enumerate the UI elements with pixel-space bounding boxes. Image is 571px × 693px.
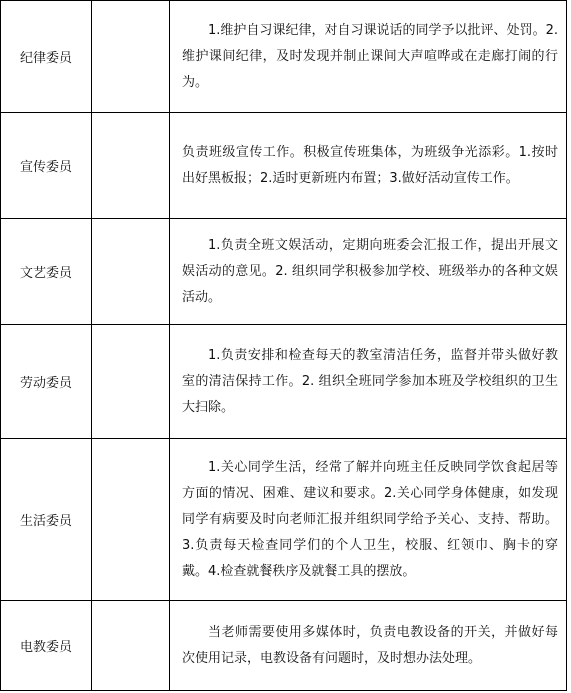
description-cell <box>170 325 567 439</box>
role-cell: 生活委员 <box>1 439 92 601</box>
description-cell <box>170 1 567 113</box>
role-cell: 纪律委员 <box>1 1 92 113</box>
description-cell <box>170 113 567 219</box>
role-cell: 宣传委员 <box>1 113 92 219</box>
empty-cell <box>92 113 170 219</box>
description-text: 1.关心同学生活，经常了解并向班主任反映同学饮食起居等方面的情况、困难、建议和要求。2.关心同学身体健康，如发现同学有病要及时向老师汇报并组织同学给予关心、支持、帮助。3.负责每天检查同学们的个人卫生，校服、红领巾、胸卡的穿戴。4.检查就餐秩序及就餐工具的摆放。 <box>182 459 558 579</box>
empty-cell <box>92 219 170 325</box>
empty-cell <box>92 325 170 439</box>
role-cell: 电教委员 <box>1 601 92 691</box>
description-cell <box>170 219 567 325</box>
description-text: 1.负责全班文娱活动，定期向班委会汇报工作，提出开展文娱活动的意见。2. 组织同学积极参加学校、班级举办的各种文娱活动。 <box>182 237 558 305</box>
empty-cell <box>92 439 170 601</box>
description-cell <box>170 601 567 691</box>
role-cell: 文艺委员 <box>1 219 92 325</box>
table-row <box>1 439 567 601</box>
empty-cell <box>92 601 170 691</box>
table-row <box>1 325 567 439</box>
description-text: 1.维护自习课纪律，对自习课说话的同学予以批评、处罚。2.维护课间纪律，及时发现并制止课间大声喧哗或在走廊打闹的行为。 <box>182 22 558 90</box>
description-text: 负责班级宣传工作。积极宣传班集体，为班级争光添彩。1.按时出好黑板报；2.适时更新班内布置；3.做好活动宣传工作。 <box>182 144 558 186</box>
description-text: 当老师需要使用多媒体时，负责电教设备的开关，并做好每次使用记录，电教设备有问题时，及时想办法处理。 <box>182 624 558 666</box>
table-row <box>1 219 567 325</box>
empty-cell <box>92 1 170 113</box>
role-cell: 劳动委员 <box>1 325 92 439</box>
table-row <box>1 1 567 113</box>
table-row <box>1 113 567 219</box>
description-cell <box>170 439 567 601</box>
description-text: 1.负责安排和检查每天的教室清洁任务，监督并带头做好教室的清洁保持工作。2. 组织全班同学参加本班及学校组织的卫生大扫除。 <box>182 347 558 415</box>
table-row <box>1 601 567 691</box>
